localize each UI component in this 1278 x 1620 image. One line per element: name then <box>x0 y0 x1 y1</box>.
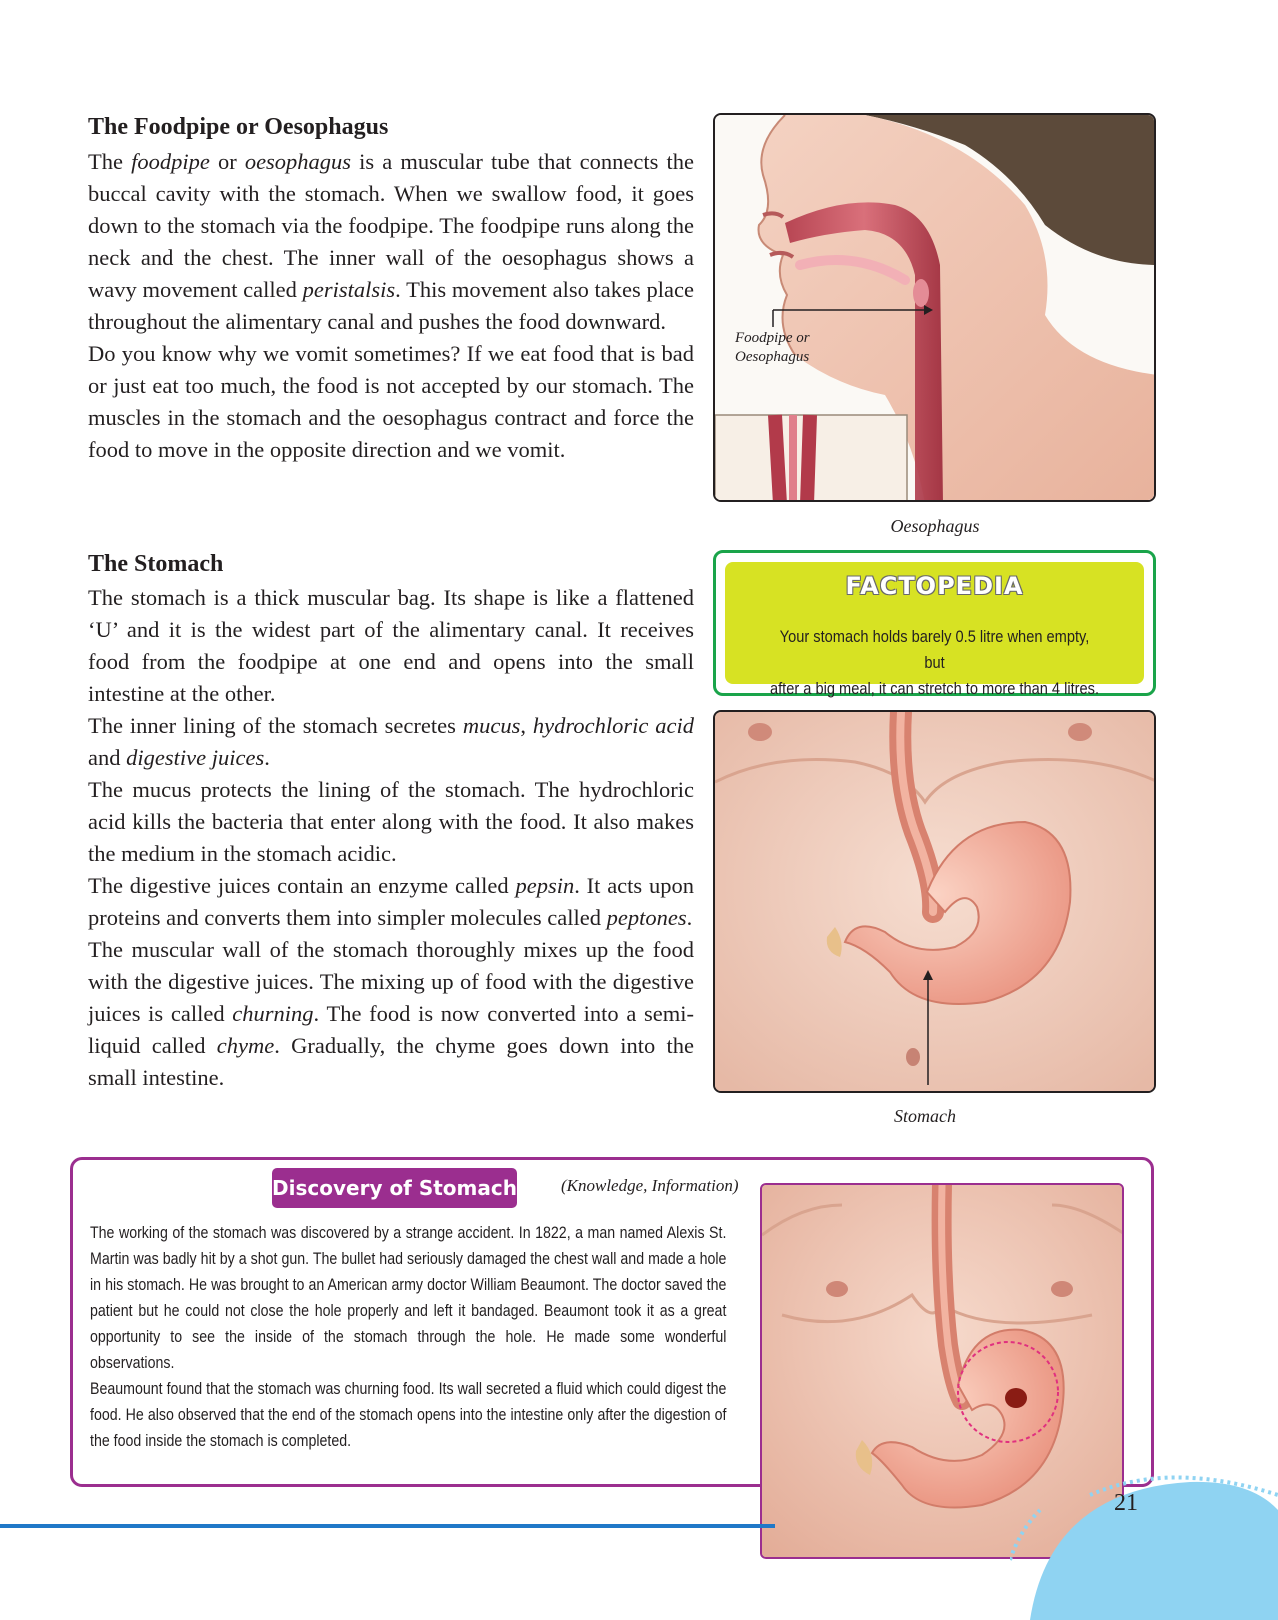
stomach-paragraph-4: The digestive juices contain an enzyme called pepsin. It acts upon proteins and converts them into simpler molecules called peptones. <box>88 873 694 930</box>
stomach-heading: The Stomach <box>88 551 224 577</box>
factopedia-line-2: after a big meal, it can stretch to more than 4 litres. <box>769 679 1100 698</box>
oesophagus-illustration <box>713 113 1156 502</box>
oesophagus-pointer-label-line-1: Foodpipe or <box>735 330 810 346</box>
stomach-illustration <box>713 710 1156 1093</box>
discovery-text <box>90 1220 726 1454</box>
discovery-paragraph-2: Beaumount found that the stomach was churning food. Its wall secreted a fluid which could digest the food. He also observed that the end of the stomach opens into the intestine only after the digestion of the food inside the stomach is completed. <box>90 1380 727 1450</box>
oesophagus-text <box>88 146 694 466</box>
oesophagus-heading: The Foodpipe or Oesophagus <box>88 114 389 140</box>
stomach-paragraph-2: The inner lining of the stomach secretes mucus, hydrochloric acid and digestive juices. <box>88 713 695 770</box>
stomach-paragraph-5: The muscular wall of the stomach thoroughly mixes up the food with the digestive juices. The mixing up of food with the digestive juices is called churning. The food is now converted into a semi-liquid called chyme. Gradually, the chyme goes down into the small intestine. <box>88 937 695 1090</box>
factopedia-panel <box>725 562 1144 698</box>
stomach-paragraph-1: The stomach is a thick muscular bag. Its shape is like a flattened ‘U’ and it is the widest part of the alimentary canal. It receives food from the foodpipe at one end and opens into the small intestine at the other. <box>88 585 694 706</box>
factopedia-text <box>768 624 1101 702</box>
torso-stomach-drawing <box>715 712 1156 1093</box>
factopedia-title: FACTOPEDIA <box>845 572 1024 600</box>
stomach-caption: Stomach <box>894 1106 956 1126</box>
discovery-subtitle: (Knowledge, Information) <box>561 1176 739 1195</box>
stomach-text <box>88 582 694 1094</box>
page-number: 21 <box>1114 1490 1138 1516</box>
oesophagus-paragraph-1: The foodpipe or oesophagus is a muscular tube that connects the buccal cavity with the stomach. When we swallow food, it goes down to the stomach via the foodpipe. The foodpipe runs along the neck and the chest. The inner wall of the oesophagus shows a wavy movement called peristalsis. This movement also takes place throughout the alimentary canal and pushes the food downward. <box>88 149 694 334</box>
discovery-paragraph-1: The working of the stomach was discovered by a strange accident. In 1822, a man named Alexis St. Martin was badly hit by a shot gun. The bullet had seriously damaged the chest wall and made a hole in his stomach. He was brought to an American army doctor William Beaumont. The doctor saved the patient but he could not close the hole properly and left it bandaged. Beaumont took it as a great opportunity to see the inside of the stomach through the hole. He made some wonderful observations. <box>90 1224 727 1372</box>
oesophagus-paragraph-2: Do you know why we vomit sometimes? If we eat food that is bad or just eat too much, the food is not accepted by our stomach. The muscles in the stomach and the oesophagus contract and force the food to move in the opposite direction and we vomit. <box>88 341 694 462</box>
factopedia-line-1: Your stomach holds barely 0.5 litre when empty, but <box>779 627 1090 672</box>
factopedia-box <box>713 550 1156 696</box>
oesophagus-caption: Oesophagus <box>890 516 980 536</box>
footer-rule <box>0 1524 775 1528</box>
discovery-badge: Discovery of Stomach <box>272 1168 517 1208</box>
oesophagus-pointer-label <box>735 329 810 367</box>
stomach-paragraph-3: The mucus protects the lining of the stomach. The hydrochloric acid kills the bacteria that enter along with the food. It also makes the medium in the stomach acidic. <box>88 777 694 866</box>
page-corner-decoration <box>1010 1470 1278 1620</box>
head-neck-drawing <box>715 115 1156 502</box>
oesophagus-pointer-label-line-2: Oesophagus <box>735 349 810 365</box>
